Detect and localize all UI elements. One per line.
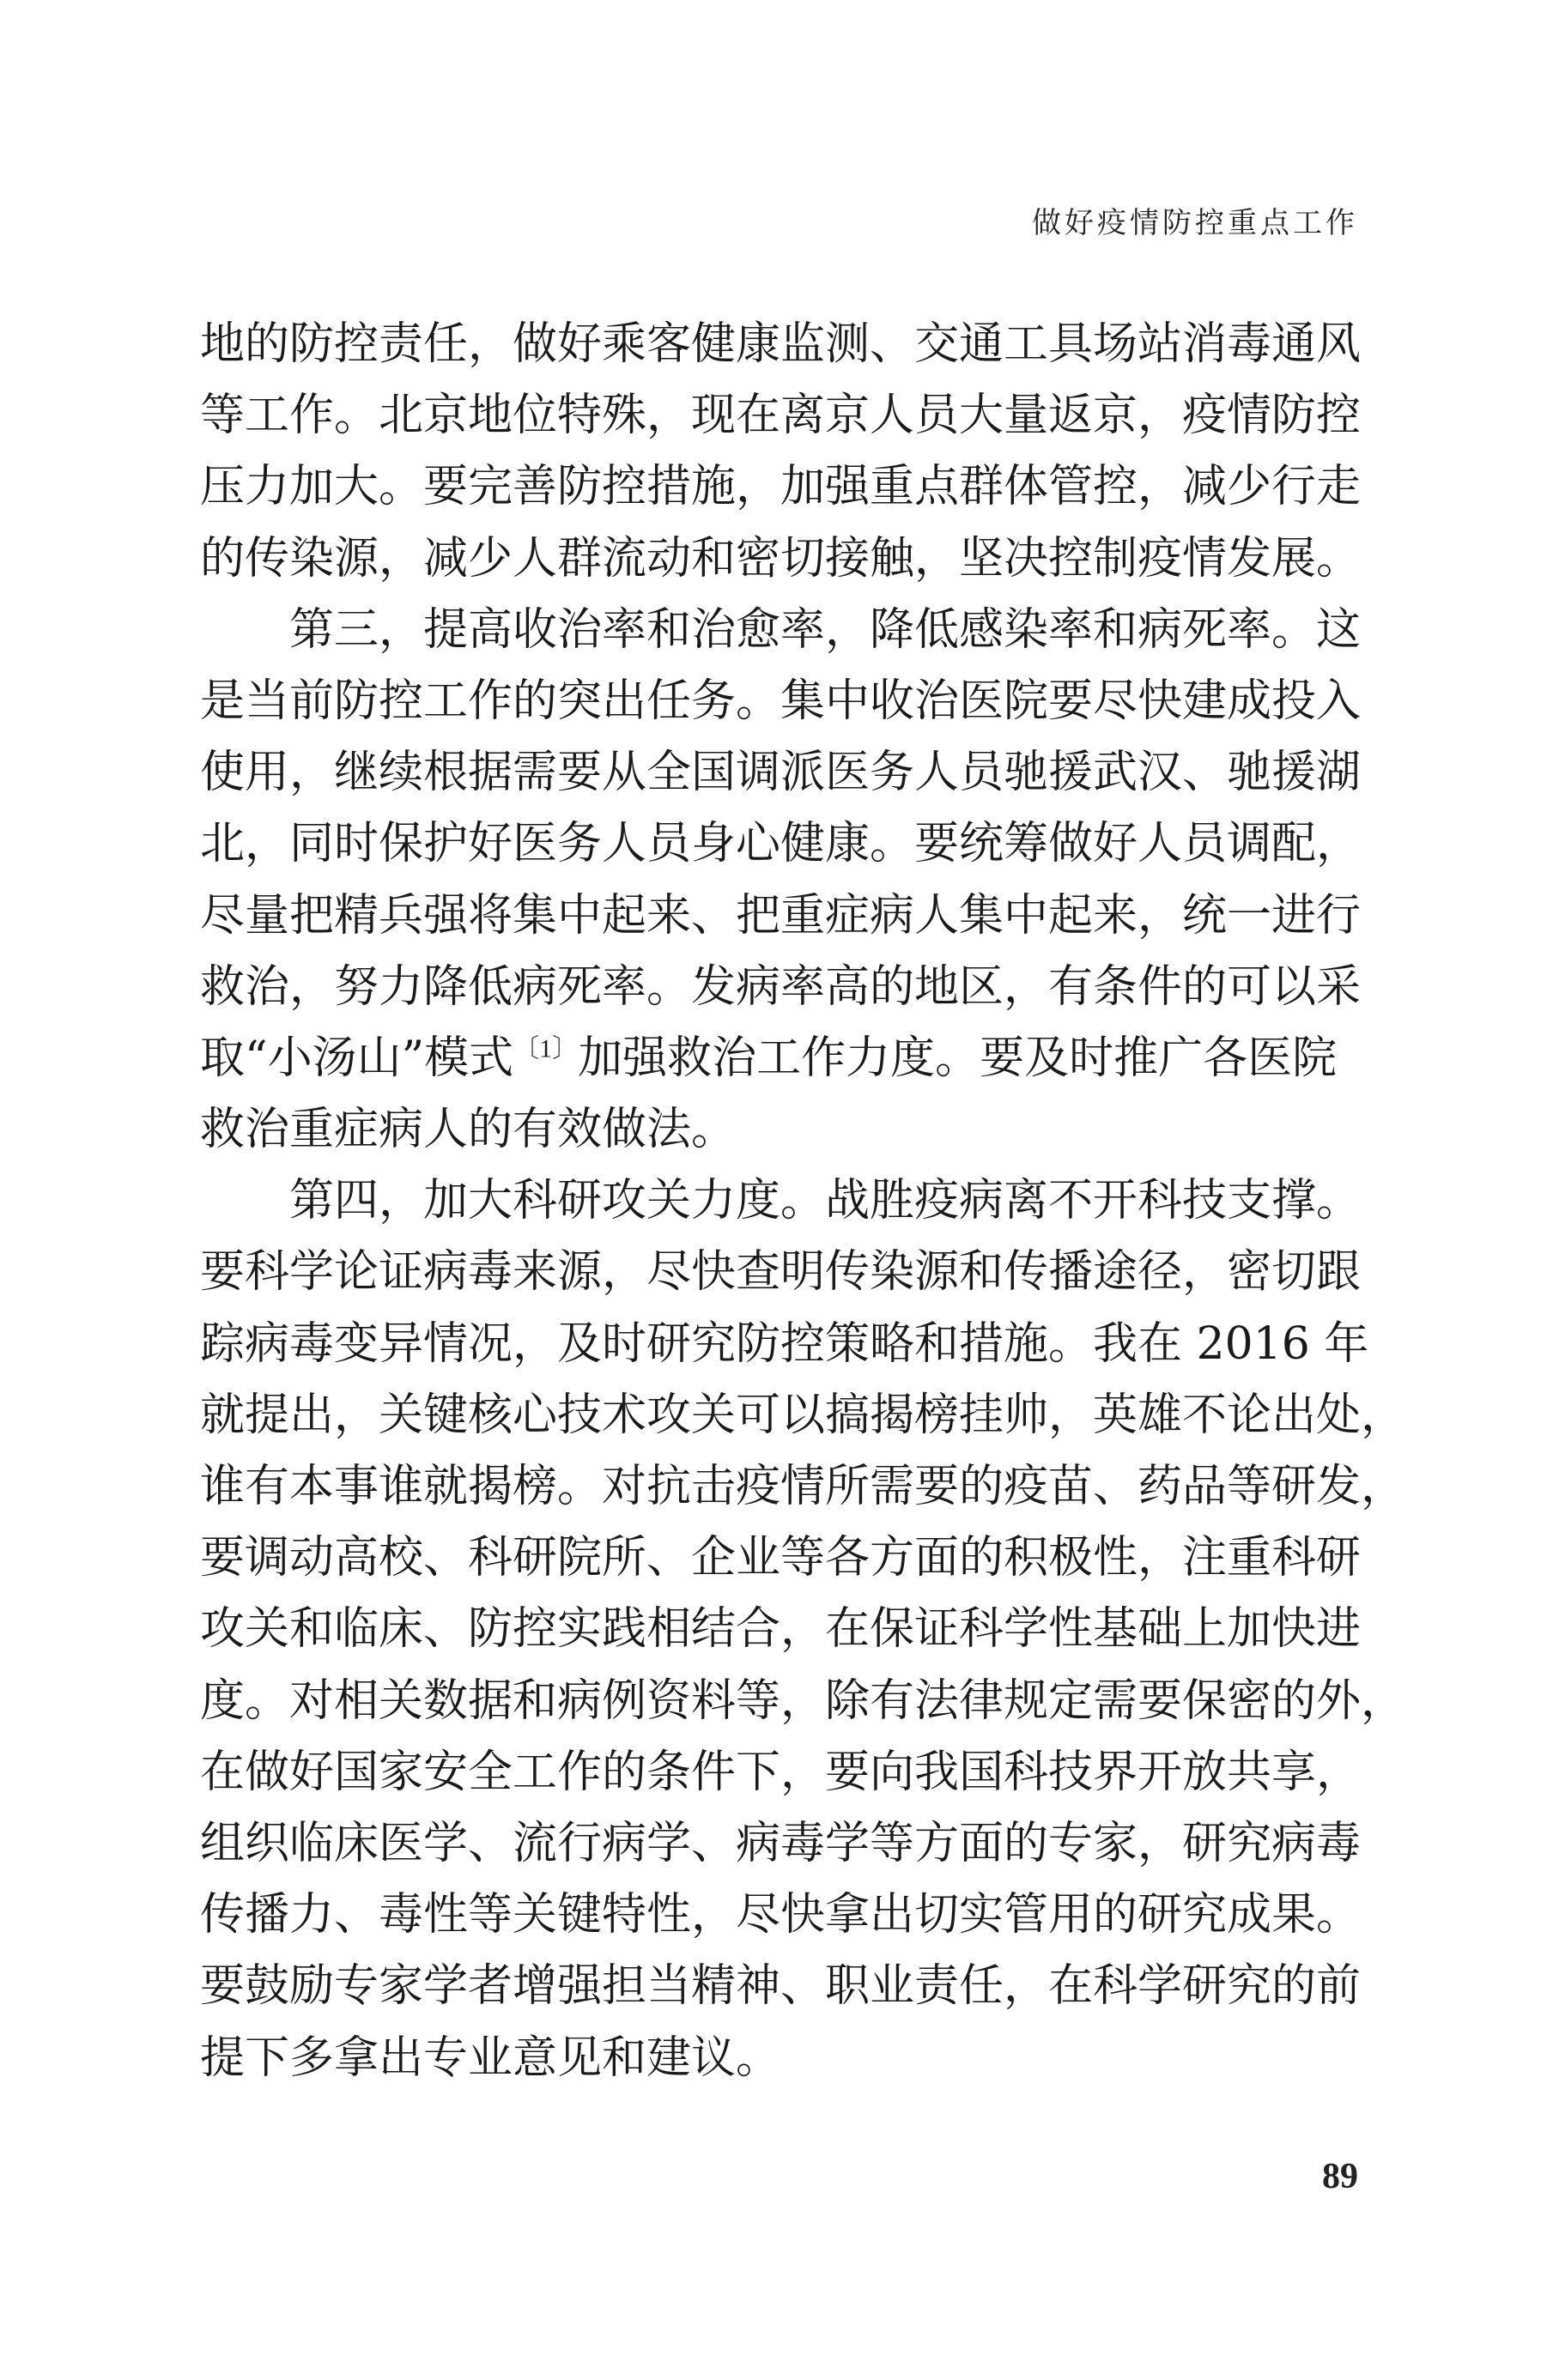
text-line: 度。对相关数据和病例资料等，除有法律规定需要保密的外， <box>200 1674 1406 1727</box>
text-line: 地的防控责任，做好乘客健康监测、交通工具场站消毒通风 <box>200 318 1362 370</box>
text-segment: 加强救治工作力度。要及时推广各医院 <box>578 1032 1338 1084</box>
text-line: 要调动高校、科研院所、企业等各方面的积极性，注重科研 <box>200 1532 1362 1584</box>
text-line-with-note <box>200 1023 1359 1094</box>
text-line: 在做好国家安全工作的条件下，要向我国科技界开放共享， <box>200 1746 1362 1798</box>
text-line: 踪病毒变异情况，及时研究防控策略和措施。我在 2016 年 <box>200 1317 1369 1370</box>
footnote-reference[interactable]: 〔1〕 <box>513 1034 579 1063</box>
text-line: 救治重症病人的有效做法。 <box>200 1104 737 1156</box>
running-header: 做好疫情防控重点工作 <box>1032 206 1358 240</box>
text-line: 尽量把精兵强将集中起来、把重症病人集中起来，统一进行 <box>200 889 1362 942</box>
text-line: 组织临床医学、流行病学、病毒学等方面的专家，研究病毒 <box>200 1817 1362 1869</box>
text-line: 使用，继续根据需要从全国调派医务人员驰援武汉、驰援湖 <box>200 747 1362 799</box>
text-line: 攻关和临床、防控实践相结合，在保证科学性基础上加快进 <box>200 1603 1362 1656</box>
text-line: 传播力、毒性等关键特性，尽快拿出切实管用的研究成果。 <box>200 1889 1362 1941</box>
text-line: 提下多拿出专业意见和建议。 <box>200 2032 781 2084</box>
page-number: 89 <box>1322 2157 1358 2196</box>
text-line: 等工作。北京地位特殊，现在离京人员大量返京，疫情防控 <box>200 390 1362 442</box>
text-segment: 取“小汤山”模式 <box>200 1032 514 1084</box>
paragraph-start-line: 第四，加大科研攻关力度。战胜疫病离不开科技支撑。 <box>289 1175 1362 1227</box>
text-line: 谁有本事谁就揭榜。对抗击疫情所需要的疫苗、药品等研发， <box>200 1461 1406 1512</box>
text-line: 要科学论证病毒来源，尽快查明传染源和传播途径，密切跟 <box>200 1246 1362 1299</box>
paragraph-start-line: 第三，提高收治率和治愈率，降低感染率和病死率。这 <box>289 603 1362 656</box>
text-line: 是当前防控工作的突出任务。集中收治医院要尽快建成投入 <box>200 675 1362 727</box>
text-line: 北，同时保护好医务人员身心健康。要统筹做好人员调配， <box>200 818 1362 870</box>
text-line: 就提出，关键核心技术攻关可以搞揭榜挂帅，英雄不论出处， <box>200 1389 1406 1441</box>
text-line: 要鼓励专家学者增强担当精神、职业责任，在科学研究的前 <box>200 1960 1362 2013</box>
text-line: 的传染源，减少人群流动和密切接触，坚决控制疫情发展。 <box>200 532 1362 584</box>
text-line: 压力加大。要完善防控措施，加强重点群体管控，减少行走 <box>200 461 1362 513</box>
text-line: 救治，努力降低病死率。发病率高的地区，有条件的可以采 <box>200 960 1362 1013</box>
body-text <box>200 309 1406 2094</box>
